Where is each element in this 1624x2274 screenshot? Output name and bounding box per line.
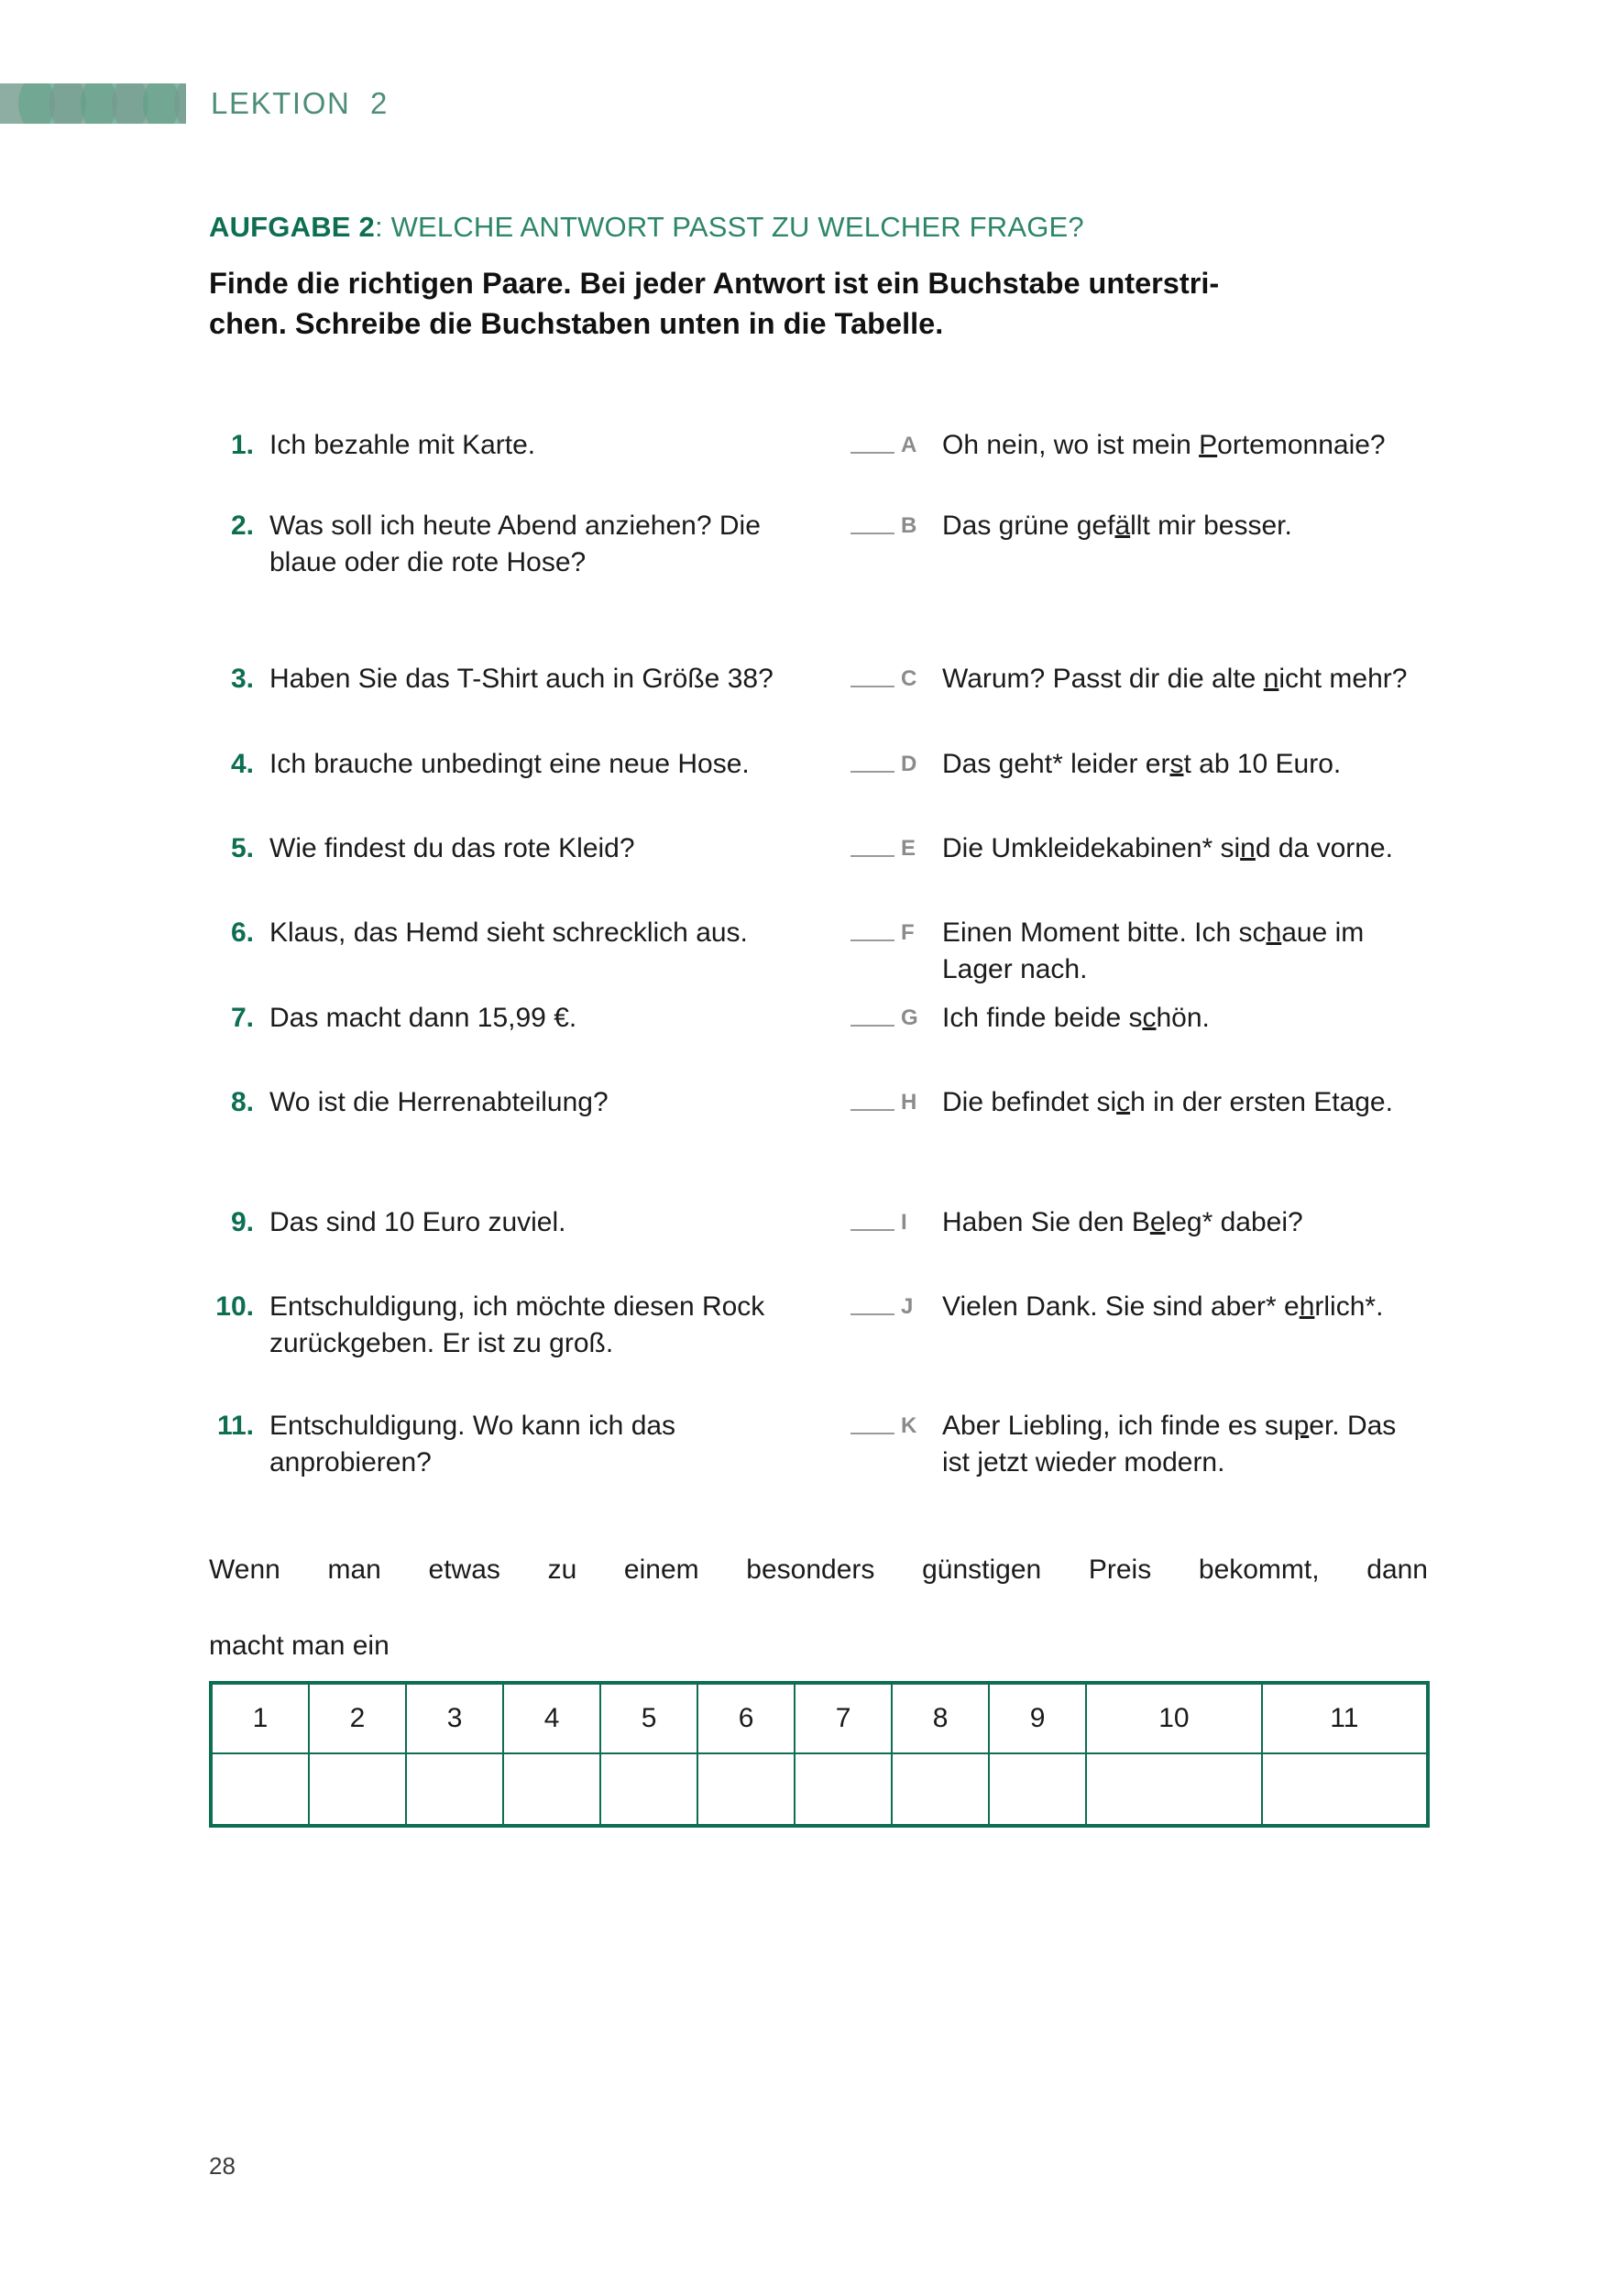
answer-text (942, 508, 1292, 544)
question-text: Was soll ich heute Abend anziehen? Die blaue oder die rote Hose? (269, 511, 761, 577)
answer-table-cell[interactable] (406, 1753, 503, 1825)
question-number: 4. (230, 749, 254, 779)
answer-blank-input[interactable] (850, 1433, 894, 1434)
answer-letter: F (901, 920, 915, 945)
task-label: AUFGABE 2 (209, 211, 375, 243)
question-item (209, 1289, 814, 1361)
question-number: 2. (230, 511, 254, 541)
answer-table-number: 4 (503, 1684, 600, 1753)
answer-table-number: 5 (600, 1684, 697, 1753)
answer-letter: H (901, 1090, 917, 1115)
underlined-letter: ä (1114, 511, 1131, 541)
question-text: Wie findest du das rote Kleid? (269, 833, 635, 863)
answer-text-before: Haben Sie den B (942, 1207, 1150, 1237)
question-number: 6. (230, 917, 254, 948)
underlined-letter: s (1169, 749, 1184, 779)
answer-text-after: er. Das ist jetzt wieder modern. (942, 1411, 1397, 1478)
answer-text-after: d da vorne. (1255, 833, 1393, 863)
answer-letter: C (901, 666, 917, 691)
question-number: 5. (230, 833, 254, 863)
question-item (209, 661, 814, 698)
underlined-letter: c (1142, 1003, 1157, 1033)
page-number: 28 (209, 2152, 236, 2180)
answer-letter: I (901, 1210, 907, 1235)
answer-text-before: Vielen Dank. Sie sind aber* e (942, 1291, 1300, 1322)
question-text: Entschuldigung. Wo kann ich das anprobieren? (269, 1411, 676, 1478)
answer-text-after: leg* dabei? (1165, 1207, 1303, 1237)
question-text: Wo ist die Herrenabteilung? (269, 1087, 609, 1117)
answer-item (850, 427, 1428, 464)
answer-item (850, 746, 1428, 783)
answer-table-cell[interactable] (1086, 1753, 1262, 1825)
answer-text-after: t ab 10 Euro. (1183, 749, 1342, 779)
answer-text (942, 1084, 1393, 1121)
task-title: : WELCHE ANTWORT PASST ZU WELCHER FRAGE? (374, 211, 1084, 243)
question-item (209, 830, 814, 867)
answer-text-before: Aber Liebling, ich finde es su (942, 1411, 1294, 1441)
answer-text-before: Die befindet si (942, 1087, 1117, 1117)
answer-letter: K (901, 1413, 917, 1438)
answer-letter: E (901, 836, 916, 861)
answer-table-number: 11 (1262, 1684, 1427, 1753)
answer-table-number: 6 (697, 1684, 795, 1753)
answer-table-cell[interactable] (697, 1753, 795, 1825)
answer-text-before: Oh nein, wo ist mein (942, 430, 1200, 460)
answer-text (942, 1204, 1303, 1241)
answer-text-after: icht mehr? (1278, 664, 1408, 694)
question-number: 10. (215, 1291, 254, 1322)
underlined-letter: c (1116, 1087, 1131, 1117)
answer-blank-input[interactable] (850, 939, 894, 941)
question-number: 3. (230, 664, 254, 694)
answer-letter: J (901, 1294, 914, 1319)
answer-table-number: 8 (892, 1684, 989, 1753)
answer-blank-input[interactable] (850, 1025, 894, 1027)
answer-text (942, 915, 1419, 987)
answer-blank-input[interactable] (850, 1109, 894, 1111)
answer-item (850, 661, 1428, 698)
question-text: Das sind 10 Euro zuviel. (269, 1207, 566, 1237)
decorative-circles-icon (0, 83, 186, 124)
answer-blank-input[interactable] (850, 1313, 894, 1315)
lektion-label: LEKTION 2 (211, 86, 389, 120)
question-item (209, 508, 814, 580)
answer-letter: D (901, 752, 917, 776)
answer-blank-input[interactable] (850, 533, 894, 534)
answer-item (850, 915, 1428, 987)
answer-item (850, 1204, 1428, 1241)
closing-sentence (209, 1551, 1428, 1664)
answer-table-cell[interactable] (795, 1753, 892, 1825)
answer-text-before: Einen Moment bitte. Ich sc (942, 917, 1267, 948)
answer-table-number: 9 (989, 1684, 1086, 1753)
answer-table-number: 2 (309, 1684, 406, 1753)
answer-letter: B (901, 513, 917, 538)
question-text: Ich brauche unbedingt eine neue Hose. (269, 749, 750, 779)
answer-text (942, 1408, 1419, 1480)
underlined-letter: p (1293, 1411, 1310, 1441)
exercise-columns (209, 427, 1428, 1527)
question-text: Entschuldigung, ich möchte diesen Rock zurückgeben. Er ist zu groß. (269, 1291, 765, 1358)
question-item (209, 1408, 814, 1480)
closing-line-1: Wenn man etwas zu einem besonders günstigen Preis bekommt, dann (209, 1554, 1428, 1585)
question-number: 9. (230, 1207, 254, 1237)
answer-text (942, 661, 1407, 698)
answer-item (850, 508, 1428, 544)
answer-text-after: hön. (1156, 1003, 1210, 1033)
question-text: Ich bezahle mit Karte. (269, 430, 536, 460)
answer-text (942, 830, 1393, 867)
answer-letter: G (901, 1005, 918, 1030)
answer-blank-input[interactable] (850, 1229, 894, 1231)
answer-text-after: ortemonnaie? (1217, 430, 1386, 460)
answer-item (850, 1000, 1428, 1037)
answer-table-cell[interactable] (212, 1753, 309, 1825)
underlined-letter: h (1266, 917, 1282, 948)
task-heading (209, 211, 1084, 244)
answer-text-after: h in der ersten Etage. (1130, 1087, 1393, 1117)
answer-table-cell[interactable] (989, 1753, 1086, 1825)
answer-table (209, 1681, 1430, 1828)
question-number: 7. (230, 1003, 254, 1033)
answer-item (850, 1408, 1428, 1480)
underlined-letter: P (1199, 430, 1218, 460)
answer-letter: A (901, 433, 917, 457)
underlined-letter: n (1240, 833, 1256, 863)
answer-table-input-row (212, 1753, 1427, 1825)
answer-table-cell[interactable] (309, 1753, 406, 1825)
answer-table-cell[interactable] (503, 1753, 600, 1825)
answer-text (942, 427, 1386, 464)
answer-text (942, 1289, 1383, 1325)
answer-text-before: Die Umkleidekabinen* si (942, 833, 1241, 863)
answer-text-before: Ich finde beide s (942, 1003, 1143, 1033)
question-item (209, 1204, 814, 1241)
question-item (209, 1084, 814, 1121)
question-item (209, 746, 814, 783)
task-instruction (209, 264, 1428, 344)
answer-table-cell[interactable] (892, 1753, 989, 1825)
question-number: 8. (230, 1087, 254, 1117)
question-number: 11. (216, 1411, 254, 1441)
answer-blank-input[interactable] (850, 452, 894, 454)
answer-table-cell[interactable] (1262, 1753, 1427, 1825)
answer-table-number: 7 (795, 1684, 892, 1753)
question-text: Haben Sie das T-Shirt auch in Größe 38? (269, 664, 774, 694)
question-text: Das macht dann 15,99 €. (269, 1003, 577, 1033)
answer-text-before: Das geht* leider er (942, 749, 1170, 779)
answer-item (850, 830, 1428, 867)
running-header (0, 81, 389, 126)
answer-text-before: Warum? Passt dir die alte (942, 664, 1264, 694)
answer-text (942, 1000, 1210, 1037)
answer-item (850, 1289, 1428, 1325)
instruction-line-1: Finde die richtigen Paare. Bei jeder Antwort ist ein Buchstabe unterstri- (209, 267, 1220, 300)
question-item (209, 427, 814, 464)
answer-text-after: llt mir besser. (1130, 511, 1292, 541)
answer-table-number: 3 (406, 1684, 503, 1753)
underlined-letter: e (1149, 1207, 1166, 1237)
question-item (209, 1000, 814, 1037)
answer-text (942, 746, 1341, 783)
instruction-line-2: chen. Schreibe die Buchstaben unten in die Tabelle. (209, 306, 944, 340)
answer-table-number: 10 (1086, 1684, 1262, 1753)
answer-text-before: Das grüne gef (942, 511, 1115, 541)
question-number: 1. (230, 430, 254, 460)
answer-blank-input[interactable] (850, 686, 894, 687)
answer-blank-input[interactable] (850, 771, 894, 773)
question-item (209, 915, 814, 951)
answer-table-header-row (212, 1684, 1427, 1753)
closing-line-2: macht man ein (209, 1630, 390, 1661)
answer-item (850, 1084, 1428, 1121)
answer-table-cell[interactable] (600, 1753, 697, 1825)
question-text: Klaus, das Hemd sieht schrecklich aus. (269, 917, 748, 948)
answer-table-number: 1 (212, 1684, 309, 1753)
underlined-letter: n (1263, 664, 1279, 694)
answer-text-after: aue im Lager nach. (942, 917, 1365, 984)
answer-blank-input[interactable] (850, 855, 894, 857)
underlined-letter: h (1299, 1291, 1315, 1322)
answer-text-after: rlich*. (1314, 1291, 1384, 1322)
